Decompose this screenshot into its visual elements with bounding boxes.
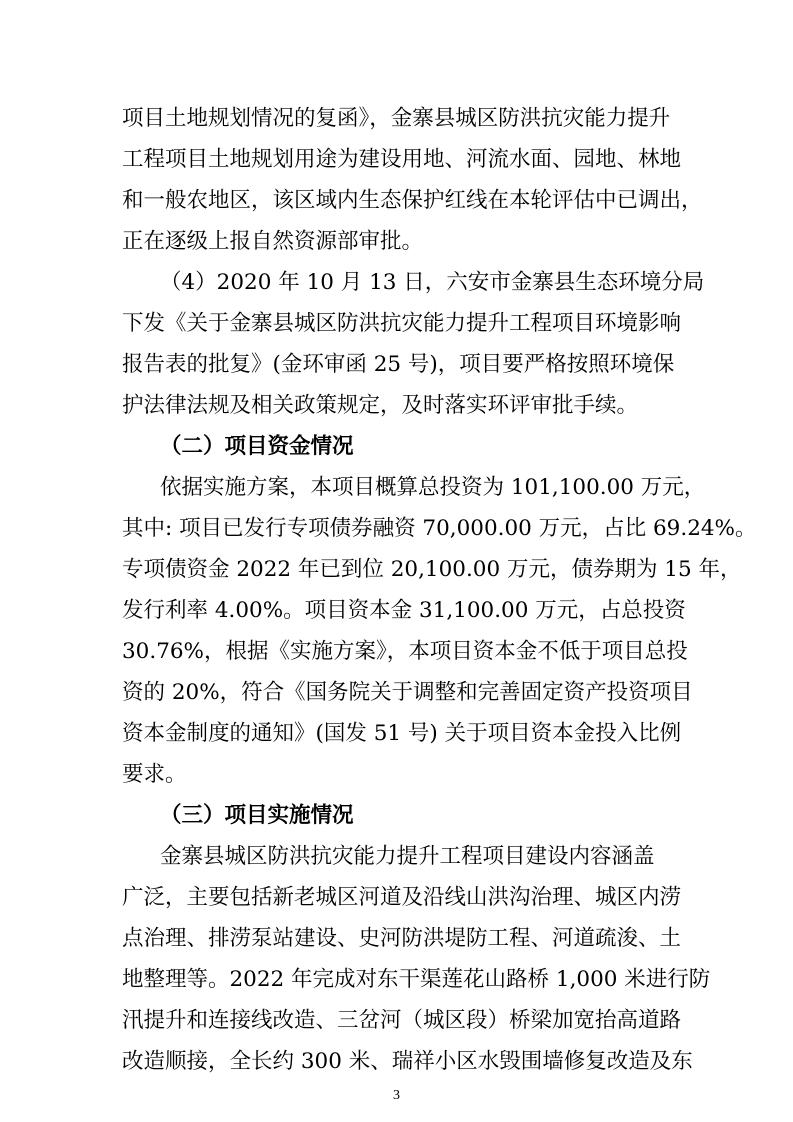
paragraph-line: 护法律法规及相关政策规定，及时落实环评审批手续。 [122, 393, 639, 418]
paragraph-line: 依据实施方案，本项目概算总投资为 101,100.00 万元， [160, 475, 706, 500]
paragraph-line: 报告表的批复》(金环审函 25 号)，项目要严格按照环境保 [122, 352, 675, 377]
page-number: 3 [393, 1088, 400, 1103]
paragraph-line: 金寨县城区防洪抗灾能力提升工程项目建设内容涵盖 [160, 844, 655, 869]
section-heading-funds: （二）项目资金情况 [160, 434, 354, 459]
paragraph-line: 资的 20%，符合《国务院关于调整和完善固定资产投资项目 [122, 680, 693, 705]
paragraph-line: 正在逐级上报自然资源部审批。 [122, 229, 424, 254]
paragraph-line: 资本金制度的通知》(国发 51 号) 关于项目资本金投入比例 [122, 721, 682, 746]
paragraph-line: 汛提升和连接线改造、三岔河（城区段）桥梁加宽抬高道路 [122, 1008, 682, 1033]
paragraph-line: 专项债资金 2022 年已到位 20,100.00 万元，债券期为 15 年， [122, 557, 742, 582]
paragraph-line: 和一般农地区，该区域内生态保护红线在本轮评估中已调出， [122, 188, 703, 213]
paragraph-line: 改造顺接，全长约 300 米、瑞祥小区水毁围墙修复改造及东 [122, 1049, 693, 1074]
paragraph-line: 工程项目土地规划用途为建设用地、河流水面、园地、林地 [122, 147, 682, 172]
paragraph-line: 其中: 项目已发行专项债券融资 70,000.00 万元，占比 69.24%。 [122, 516, 757, 541]
paragraph-line: 广泛，主要包括新老城区河道及沿线山洪沟治理、城区内涝 [122, 885, 682, 910]
paragraph-line: 点治理、排涝泵站建设、史河防洪堤防工程、河道疏浚、土 [122, 926, 682, 951]
paragraph-line: 地整理等。2022 年完成对东干渠莲花山路桥 1,000 米进行防 [122, 967, 711, 992]
paragraph-line: 要求。 [122, 762, 187, 787]
section-heading-implementation: （三）项目实施情况 [160, 803, 354, 828]
paragraph-line: 发行利率 4.00%。项目资本金 31,100.00 万元，占总投资 [122, 598, 686, 623]
paragraph-line: 项目土地规划情况的复函》，金寨县城区防洪抗灾能力提升 [122, 106, 671, 131]
paragraph-line: （4）2020 年 10 月 13 日，六安市金寨县生态环境分局 [160, 270, 705, 295]
paragraph-line: 下发《关于金寨县城区防洪抗灾能力提升工程项目环境影响 [122, 311, 682, 336]
paragraph-line: 30.76%，根据《实施方案》，本项目资本金不低于项目总投 [122, 639, 688, 664]
